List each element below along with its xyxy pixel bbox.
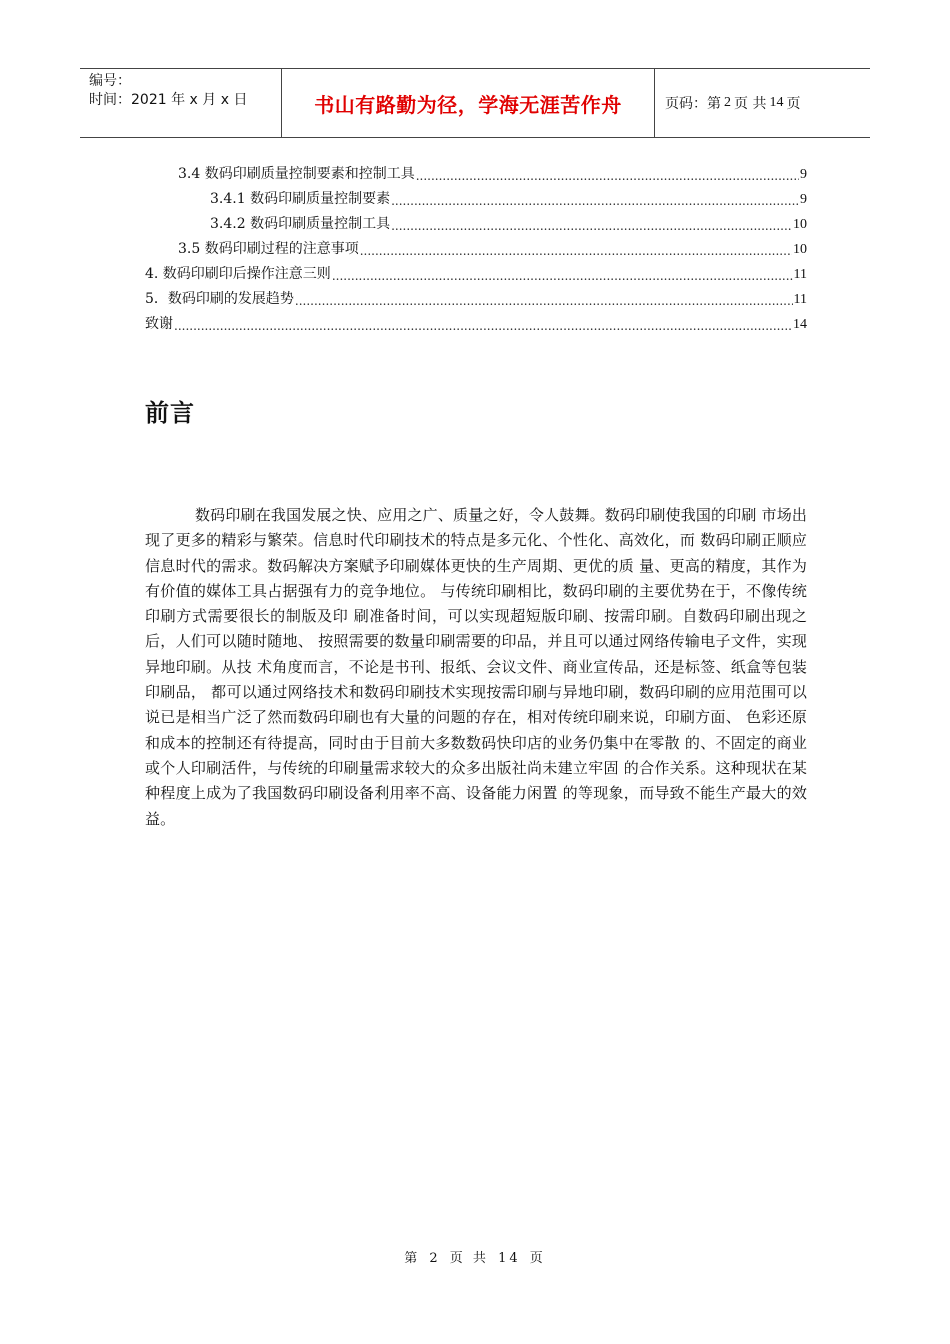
toc-entry[interactable] [145, 258, 807, 283]
footer-prefix: 第 [404, 1251, 421, 1266]
page-current: 2 [724, 95, 731, 110]
footer-suffix: 页 [529, 1251, 546, 1266]
toc-label: 3.4.2 数码印刷质量控制工具 [210, 216, 391, 232]
page-mid: 页 共 [734, 96, 767, 112]
toc-leader [174, 319, 792, 333]
toc-page: 11 [793, 267, 807, 282]
toc-page: 9 [800, 192, 807, 207]
toc-page: 9 [800, 167, 807, 182]
toc-leader [360, 244, 792, 258]
body-paragraph: 数码印刷在我国发展之快、应用之广、质量之好，令人鼓舞。数码印刷使我国的印刷 市场出现了更多的精彩与繁荣。信息时代印刷技术的特点是多元化、个性化、高效化，而 数码印刷正顺应信息时代的需求。数码解决方案赋予印刷媒体更快的生产周期、更优的质 量、更高的精度，其作为有价值的媒体工具占据强有力的竞争地位。 与传统印刷相比，数码印刷的主要优势在于，不像传统印刷方式需要很长的制版及印 刷准备时间，可以实现超短版印刷、按需印刷。自数码印刷出现之后，人们可以随时随地、 按照需要的数量印刷需要的印品，并且可以通过网络传输电子文件，实现异地印刷。从技 术角度而言，不论是书刊、报纸、会议文件、商业宣传品，还是标签、纸盒等包装印刷品， 都可以通过网络技术和数码印刷技术实现按需印刷与异地印刷，数码印刷的应用范围可以 说已是相当广泛了然而数码印刷也有大量的问题的存在，相对传统印刷来说，印刷方面、 色彩还原和成本的控制还有待提高，同时由于目前大多数数码快印店的业务仍集中在零散 的、不固定的商业或个人印刷活件，与传统的印刷量需求较大的众多出版社尚未建立牢固 的合作关系。这种现状在某种程度上成为了我国数码印刷设备利用率不高、设备能力闲置 的等现象，而导致不能生产最大的效益。 [145, 506, 807, 828]
page-suffix: 页 [786, 96, 801, 112]
page-total: 14 [769, 95, 784, 110]
toc-page: 14 [793, 317, 807, 332]
toc-label: 3.4.1 数码印刷质量控制要素 [210, 191, 391, 207]
number-label: 编号： [89, 73, 131, 89]
toc-page: 10 [793, 242, 807, 257]
toc-label: 致谢 [145, 316, 173, 332]
toc-label: 5．数码印刷的发展趋势 [145, 291, 294, 307]
toc-leader [332, 269, 793, 283]
header-meta [80, 69, 282, 137]
footer-current: 2 [429, 1251, 441, 1266]
toc-page: 11 [793, 292, 807, 307]
toc-entry[interactable] [145, 283, 807, 308]
toc-entry[interactable] [145, 183, 807, 208]
toc-entry[interactable] [145, 158, 807, 183]
header-page-info [655, 69, 870, 137]
table-of-contents [145, 158, 807, 333]
toc-label: 3.4 数码印刷质量控制要素和控制工具 [178, 166, 415, 182]
toc-label: 4. 数码印刷印后操作注意三则 [145, 266, 331, 282]
toc-leader [295, 294, 793, 308]
toc-leader [416, 169, 799, 183]
time-label: 时间：2021 年 x 月 x 日 [89, 92, 248, 108]
toc-entry[interactable] [145, 208, 807, 233]
section-title: 前言 [145, 399, 195, 427]
motto: 书山有路勤为径，学海无涯苦作舟 [314, 92, 622, 117]
toc-leader [391, 194, 799, 208]
page-prefix: 页码：第 [665, 96, 721, 112]
page-header [80, 68, 870, 138]
footer-mid: 页 共 [449, 1251, 489, 1266]
page-footer [0, 1247, 950, 1266]
toc-entry[interactable] [145, 308, 807, 333]
header-motto-cell [282, 69, 655, 137]
toc-page: 10 [793, 217, 807, 232]
toc-leader [391, 219, 792, 233]
toc-entry[interactable] [145, 233, 807, 258]
footer-total: 14 [498, 1251, 521, 1266]
toc-label: 3.5 数码印刷过程的注意事项 [178, 241, 359, 257]
